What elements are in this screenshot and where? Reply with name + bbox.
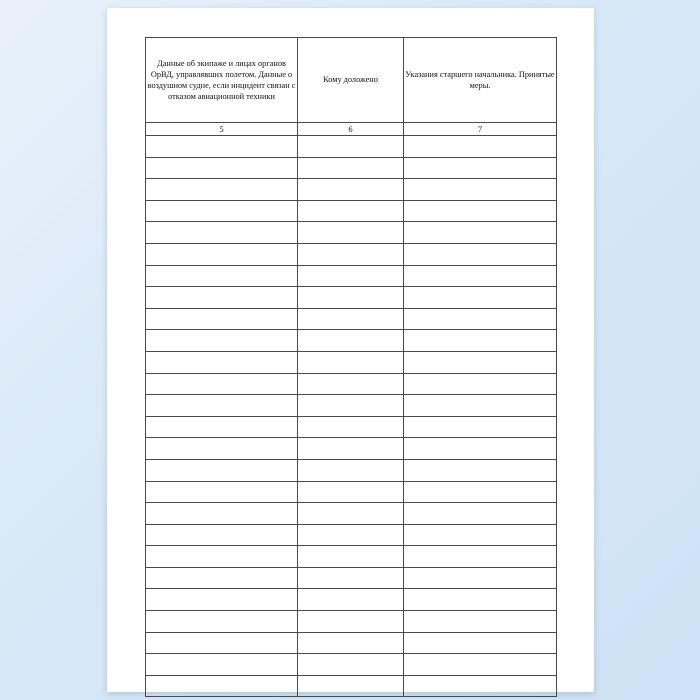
table-cell[interactable] <box>404 395 557 417</box>
table-cell[interactable] <box>298 373 404 395</box>
table-cell[interactable] <box>404 222 557 244</box>
table-cell[interactable] <box>404 546 557 568</box>
table-row <box>146 157 557 179</box>
table-cell[interactable] <box>146 546 298 568</box>
table-cell[interactable] <box>146 157 298 179</box>
table-row <box>146 351 557 373</box>
table-cell[interactable] <box>298 438 404 460</box>
table-row <box>146 243 557 265</box>
table-cell[interactable] <box>298 503 404 525</box>
table-row <box>146 589 557 611</box>
column-number-7: 7 <box>404 123 557 136</box>
table-cell[interactable] <box>298 481 404 503</box>
table-cell[interactable] <box>146 373 298 395</box>
table-row <box>146 611 557 633</box>
table-cell[interactable] <box>404 524 557 546</box>
table-cell[interactable] <box>146 351 298 373</box>
table-cell[interactable] <box>146 438 298 460</box>
table-cell[interactable] <box>298 589 404 611</box>
table-cell[interactable] <box>298 287 404 309</box>
table-cell[interactable] <box>404 503 557 525</box>
table-cell[interactable] <box>146 481 298 503</box>
table-cell[interactable] <box>404 330 557 352</box>
table-cell[interactable] <box>146 589 298 611</box>
table-body <box>146 136 557 697</box>
table-cell[interactable] <box>298 179 404 201</box>
table-cell[interactable] <box>146 222 298 244</box>
table-cell[interactable] <box>404 351 557 373</box>
table-cell[interactable] <box>146 503 298 525</box>
table-cell[interactable] <box>404 179 557 201</box>
table-cell[interactable] <box>404 265 557 287</box>
table-cell[interactable] <box>404 243 557 265</box>
header-row <box>146 38 557 123</box>
table-cell[interactable] <box>146 200 298 222</box>
table-cell[interactable] <box>146 416 298 438</box>
table-cell[interactable] <box>146 567 298 589</box>
column-number-6: 6 <box>298 123 404 136</box>
table-cell[interactable] <box>298 222 404 244</box>
table-cell[interactable] <box>146 179 298 201</box>
table-cell[interactable] <box>146 265 298 287</box>
table-cell[interactable] <box>298 243 404 265</box>
column-header-crew-data: Данные об экипаже и лицах органов ОрВД, управлявших полетом. Данные о воздушном судне, если инцидент связан с отказом авиационной техники <box>146 38 298 123</box>
table-cell[interactable] <box>146 675 298 697</box>
table-row <box>146 459 557 481</box>
table-header <box>146 38 557 136</box>
table-cell[interactable] <box>404 416 557 438</box>
table-row <box>146 632 557 654</box>
table-row <box>146 265 557 287</box>
table-cell[interactable] <box>404 481 557 503</box>
journal-table <box>145 37 557 697</box>
document-page <box>107 8 594 692</box>
table-cell[interactable] <box>146 287 298 309</box>
table-cell[interactable] <box>298 524 404 546</box>
table-row <box>146 373 557 395</box>
table-cell[interactable] <box>298 351 404 373</box>
table-cell[interactable] <box>404 459 557 481</box>
table-cell[interactable] <box>298 654 404 676</box>
table-cell[interactable] <box>146 136 298 158</box>
table-cell[interactable] <box>146 330 298 352</box>
table-cell[interactable] <box>298 157 404 179</box>
table-row <box>146 438 557 460</box>
table-row <box>146 287 557 309</box>
table-row <box>146 675 557 697</box>
table-cell[interactable] <box>298 265 404 287</box>
table-cell[interactable] <box>298 308 404 330</box>
table-cell[interactable] <box>298 611 404 633</box>
table-cell[interactable] <box>298 330 404 352</box>
table-cell[interactable] <box>298 136 404 158</box>
table-cell[interactable] <box>404 157 557 179</box>
table-row <box>146 416 557 438</box>
table-cell[interactable] <box>298 416 404 438</box>
table-cell[interactable] <box>298 632 404 654</box>
table-cell[interactable] <box>404 589 557 611</box>
table-row <box>146 654 557 676</box>
table-cell[interactable] <box>298 395 404 417</box>
table-cell[interactable] <box>298 675 404 697</box>
table-row <box>146 330 557 352</box>
table-cell[interactable] <box>298 546 404 568</box>
column-header-chief-instructions: Указания старшего начальника. Принятые меры. <box>404 38 557 123</box>
table-cell[interactable] <box>404 611 557 633</box>
table-cell[interactable] <box>298 200 404 222</box>
table-row <box>146 308 557 330</box>
table-cell[interactable] <box>146 654 298 676</box>
column-number-row <box>146 123 557 136</box>
table-cell[interactable] <box>404 632 557 654</box>
table-row <box>146 136 557 158</box>
table-row <box>146 546 557 568</box>
table-row <box>146 395 557 417</box>
table-cell[interactable] <box>146 611 298 633</box>
table-cell[interactable] <box>146 459 298 481</box>
table-cell[interactable] <box>146 308 298 330</box>
table-cell[interactable] <box>146 395 298 417</box>
table-cell[interactable] <box>146 632 298 654</box>
table-row <box>146 179 557 201</box>
table-cell[interactable] <box>404 373 557 395</box>
table-row <box>146 200 557 222</box>
table-row <box>146 481 557 503</box>
table-cell[interactable] <box>146 243 298 265</box>
table-row <box>146 567 557 589</box>
table-row <box>146 222 557 244</box>
column-number-5: 5 <box>146 123 298 136</box>
table-cell[interactable] <box>404 287 557 309</box>
table-cell[interactable] <box>404 308 557 330</box>
table-cell[interactable] <box>404 200 557 222</box>
table-cell[interactable] <box>404 654 557 676</box>
table-row <box>146 524 557 546</box>
table-cell[interactable] <box>298 567 404 589</box>
column-header-reported-to: Кому доложено <box>298 38 404 123</box>
table-row <box>146 503 557 525</box>
table-cell[interactable] <box>404 567 557 589</box>
table-cell[interactable] <box>146 524 298 546</box>
table-cell[interactable] <box>298 459 404 481</box>
table-cell[interactable] <box>404 438 557 460</box>
table-cell[interactable] <box>404 675 557 697</box>
table-cell[interactable] <box>404 136 557 158</box>
